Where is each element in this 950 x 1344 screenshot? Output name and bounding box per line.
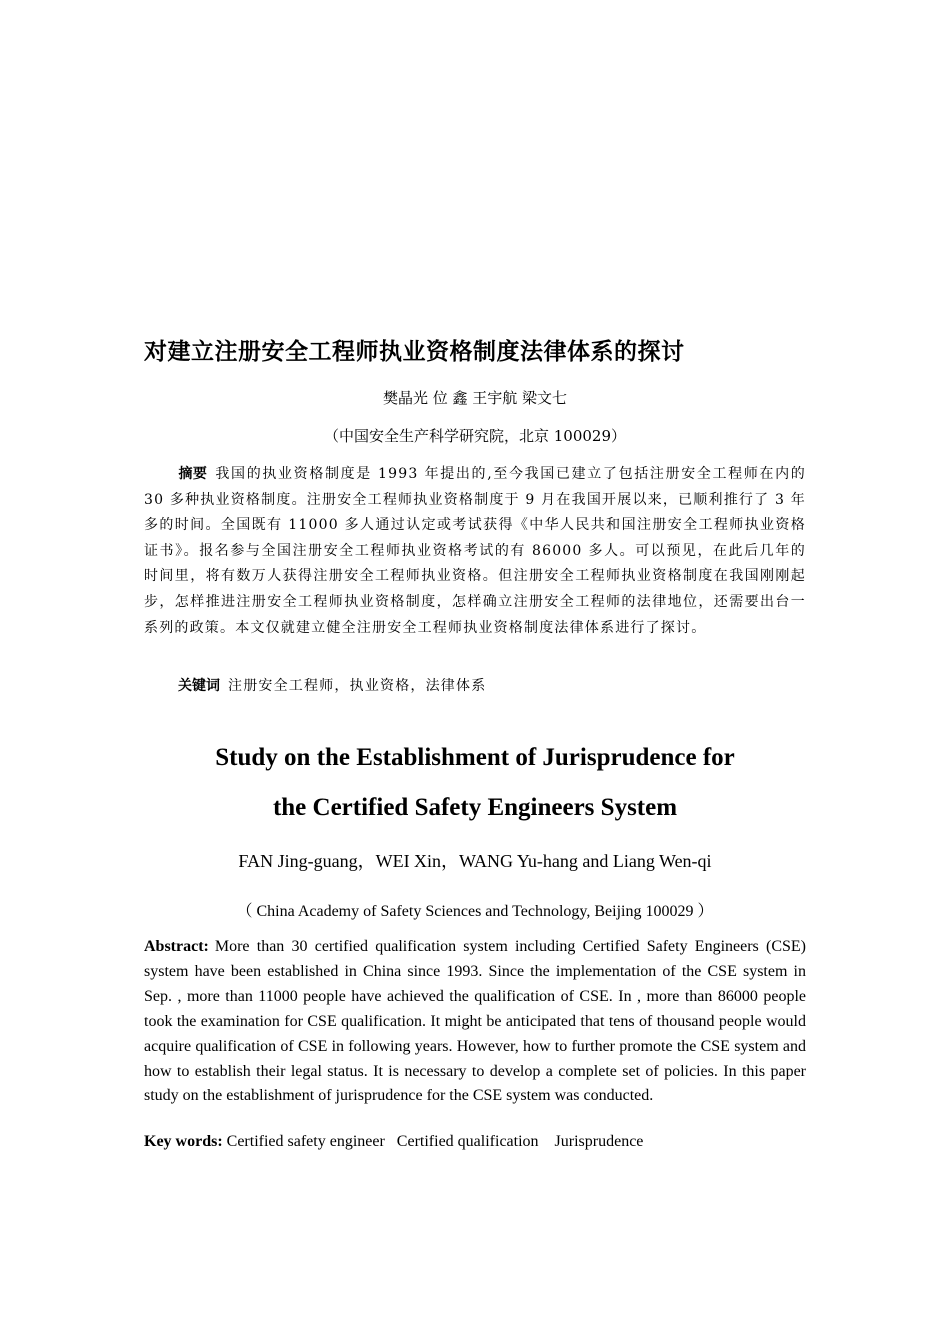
english-affiliation: （ China Academy of Safety Sciences and Technology, Beijing 100029 ） <box>236 903 714 920</box>
chinese-abstract-label: 摘要 <box>178 466 208 482</box>
english-keywords-text: Certified safety engineer Certified qualification Jurisprudence <box>226 1133 644 1150</box>
english-abstract-text: More than 30 certified qualification system including Certified Safety Engineers (CSE) system have been established in China since 1993. Since the implementation of the CSE system in Sep. , more than 11000 people have achieved the qualification of CSE. In , more than 86000 people took the examination for CSE qualification. It might be anticipated that tens of thousand people would acquire qualification of CSE in following years. However, how to further promote the CSE system and how to establish their legal status. It is necessary to develop a complete set of policies. In this paper study on the establishment of jurisprudence for the CSE system was conducted. <box>144 938 806 1105</box>
chinese-keywords-label: 关键词 <box>178 678 220 694</box>
chinese-authors: 樊晶光 位 鑫 王宇航 梁文七 <box>382 389 568 407</box>
chinese-abstract <box>144 462 806 641</box>
english-keywords-label: Key words: <box>144 1133 223 1150</box>
chinese-keywords-text: 注册安全工程师，执业资格，法律体系 <box>228 678 487 694</box>
chinese-abstract-text: 我国的执业资格制度是 1993 年提出的,至今我国已建立了包括注册安全工程师在内的 30 多种执业资格制度。注册安全工程师执业资格制度于 9 月在我国开展以来，已顺利推行了 3 年多的时间。全国既有 11000 多人通过认定或考试获得《中华人民共和国注册安全工程师执业资格证书》。报名参与全国注册安全工程师执业资格考试的有 86000 多人。可以预见，在此后几年的时间里，将有数万人获得注册安全工程师执业资格。但注册安全工程师执业资格制度在我国刚刚起步，怎样推进注册安全工程师执业资格制度，怎样确立注册安全工程师的法律地位，还需要出台一系列的政策。本文仅就建立健全注册安全工程师执业资格制度法律体系进行了探讨。 <box>144 466 806 636</box>
english-keywords <box>144 1133 806 1151</box>
english-abstract-label: Abstract: <box>144 938 209 955</box>
english-abstract <box>144 935 806 1109</box>
english-authors: FAN Jing-guang，WEI Xin，WANG Yu-hang and Liang Wen-qi <box>238 851 712 871</box>
chinese-keywords <box>144 675 806 695</box>
chinese-affiliation: （中国安全生产科学研究院，北京 100029） <box>323 427 627 445</box>
english-title-line-2: the Certified Safety Engineers System <box>272 794 678 821</box>
english-title-line-1: Study on the Establishment of Jurisprudence for <box>215 744 735 771</box>
chinese-title: 对建立注册安全工程师执业资格制度法律体系的探讨 <box>144 339 685 365</box>
